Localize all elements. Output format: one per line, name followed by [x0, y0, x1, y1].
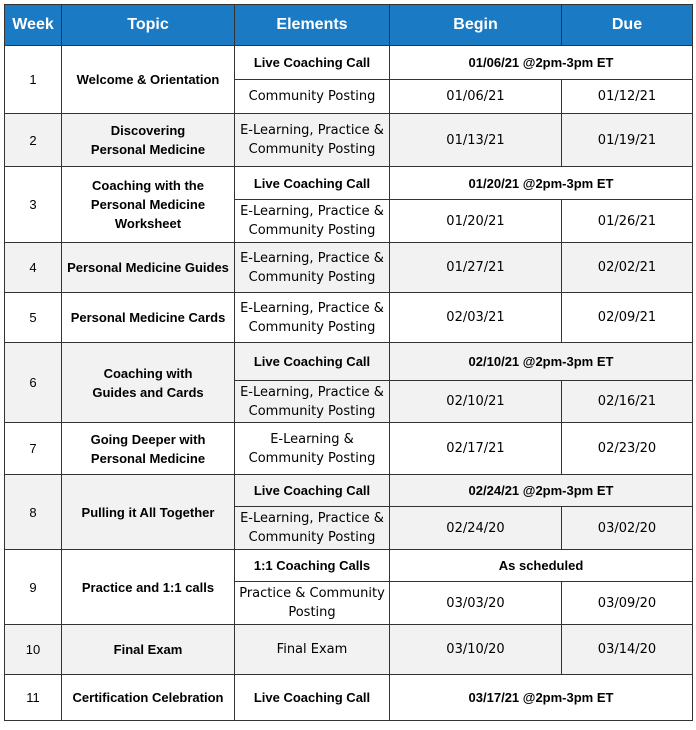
table-row	[5, 343, 693, 381]
begin-date: 02/24/20	[390, 507, 562, 550]
topic-line: Pulling it All Together	[81, 504, 215, 520]
elements-line: E-Learning, Practice &	[240, 384, 384, 400]
table-row	[5, 550, 693, 582]
week-number: 11	[5, 675, 62, 721]
week-number: 6	[5, 343, 62, 423]
topic-line: Personal Medicine	[90, 450, 206, 466]
due-date: 03/02/20	[562, 507, 693, 550]
week-number: 1	[5, 46, 62, 114]
topic-cell	[62, 167, 235, 243]
topic-cell	[62, 475, 235, 550]
elements-line: Community Posting	[248, 403, 376, 419]
topic-cell	[62, 343, 235, 423]
topic-line: Personal Medicine	[90, 142, 206, 157]
topic-line: Personal Medicine Cards	[70, 310, 226, 325]
elements-cell	[235, 423, 390, 475]
week-number: 3	[5, 167, 62, 243]
begin-date: 02/03/21	[390, 293, 562, 343]
elements-line: E-Learning, Practice &	[240, 204, 384, 219]
due-date: 02/02/21	[562, 243, 693, 293]
table-row	[5, 167, 693, 200]
table-row	[5, 675, 693, 721]
topic-line: Going Deeper with	[90, 431, 206, 447]
elements-cell	[235, 200, 390, 243]
topic-cell	[62, 114, 235, 167]
due-date: 03/09/20	[562, 582, 693, 625]
elements-line: E-Learning, Practice &	[240, 300, 384, 316]
topic-cell	[62, 550, 235, 625]
topic-line: Discovering	[110, 123, 186, 138]
elements-line: Final Exam	[276, 642, 348, 657]
begin-date: 02/17/21	[390, 423, 562, 475]
topic-cell	[62, 625, 235, 675]
elements-line: E-Learning, Practice &	[240, 123, 384, 138]
due-date: 02/23/20	[562, 423, 693, 475]
begin-date: 03/03/20	[390, 582, 562, 625]
elements-line: E-Learning, Practice &	[240, 511, 384, 526]
live-call-datetime: 01/20/21 @2pm-3pm ET	[390, 167, 693, 200]
topic-line: Worksheet	[114, 216, 182, 231]
elements-line: Community Posting	[248, 530, 376, 545]
live-call-label: Live Coaching Call	[235, 675, 390, 721]
table-row	[5, 114, 693, 167]
elements-line: Practice & Community	[239, 586, 385, 601]
live-call-label: Live Coaching Call	[235, 167, 390, 200]
elements-cell	[235, 381, 390, 423]
header-row	[5, 5, 693, 46]
header-elements: Elements	[235, 5, 390, 46]
elements-cell	[235, 625, 390, 675]
schedule-table	[4, 4, 693, 721]
table-row	[5, 625, 693, 675]
table-row	[5, 46, 693, 80]
header-topic: Topic	[62, 5, 235, 46]
live-call-datetime: 01/06/21 @2pm-3pm ET	[390, 46, 693, 80]
begin-date: 01/06/21	[390, 80, 562, 114]
topic-line: Coaching with the	[92, 178, 204, 193]
begin-date: 03/10/20	[390, 625, 562, 675]
live-call-datetime: As scheduled	[390, 550, 693, 582]
live-call-datetime: 02/10/21 @2pm-3pm ET	[390, 343, 693, 381]
table-row	[5, 475, 693, 507]
week-number: 9	[5, 550, 62, 625]
begin-date: 02/10/21	[390, 381, 562, 423]
due-date: 02/16/21	[562, 381, 693, 423]
live-call-label: Live Coaching Call	[235, 343, 390, 381]
week-number: 10	[5, 625, 62, 675]
topic-line: Personal Medicine Guides	[67, 260, 229, 275]
due-date: 01/19/21	[562, 114, 693, 167]
elements-cell	[235, 507, 390, 550]
topic-cell	[62, 423, 235, 475]
table-row	[5, 243, 693, 293]
elements-line: E-Learning, Practice &	[240, 250, 384, 266]
begin-date: 01/13/21	[390, 114, 562, 167]
due-date: 01/26/21	[562, 200, 693, 243]
week-number: 2	[5, 114, 62, 167]
elements-line: Community Posting	[248, 269, 376, 285]
elements-line: Community Posting	[248, 319, 376, 335]
elements-cell	[235, 114, 390, 167]
topic-line: Practice and 1:1 calls	[81, 579, 215, 595]
elements-line: E-Learning &	[270, 431, 354, 447]
elements-line: Posting	[288, 605, 336, 620]
begin-date: 01/27/21	[390, 243, 562, 293]
live-call-datetime: 03/17/21 @2pm-3pm ET	[390, 675, 693, 721]
elements-line: Community Posting	[248, 89, 376, 104]
table-row	[5, 423, 693, 475]
topic-line: Personal Medicine	[90, 197, 206, 212]
table-row	[5, 293, 693, 343]
week-number: 4	[5, 243, 62, 293]
topic-cell	[62, 293, 235, 343]
topic-line: Final Exam	[113, 642, 183, 657]
header-due: Due	[562, 5, 693, 46]
topic-cell	[62, 46, 235, 114]
due-date: 02/09/21	[562, 293, 693, 343]
week-number: 7	[5, 423, 62, 475]
topic-line: Coaching with	[103, 365, 193, 381]
live-call-label: Live Coaching Call	[235, 475, 390, 507]
week-number: 5	[5, 293, 62, 343]
topic-line: Certification Celebration	[72, 690, 224, 705]
elements-line: Community Posting	[248, 450, 376, 466]
elements-cell	[235, 582, 390, 625]
elements-cell	[235, 243, 390, 293]
topic-cell	[62, 243, 235, 293]
elements-line: Community Posting	[248, 142, 376, 157]
header-week: Week	[5, 5, 62, 46]
live-call-label: Live Coaching Call	[235, 46, 390, 80]
topic-line: Welcome & Orientation	[76, 72, 220, 87]
elements-line: Community Posting	[248, 223, 376, 238]
topic-line: Guides and Cards	[92, 384, 204, 400]
header-begin: Begin	[390, 5, 562, 46]
live-call-datetime: 02/24/21 @2pm-3pm ET	[390, 475, 693, 507]
elements-cell	[235, 80, 390, 114]
begin-date: 01/20/21	[390, 200, 562, 243]
due-date: 01/12/21	[562, 80, 693, 114]
live-call-label: 1:1 Coaching Calls	[235, 550, 390, 582]
week-number: 8	[5, 475, 62, 550]
elements-cell	[235, 293, 390, 343]
topic-cell	[62, 675, 235, 721]
due-date: 03/14/20	[562, 625, 693, 675]
